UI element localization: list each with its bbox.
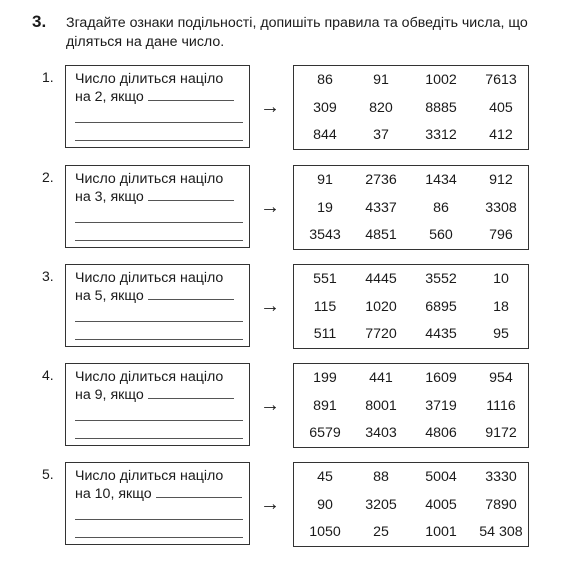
item-number: 1. xyxy=(42,69,54,85)
exercise-item-5 xyxy=(42,462,532,549)
rule-text-line1: Число ділиться націло xyxy=(75,171,224,187)
answer-blank-line[interactable] xyxy=(75,321,243,322)
number-to-circle[interactable]: 3543 xyxy=(309,227,341,243)
item-number: 2. xyxy=(42,169,54,185)
task-instructions: Згадайте ознаки подільності, допишіть правила та обведіть числа, що діляться на дане число. xyxy=(66,15,528,50)
right-arrow-icon: → xyxy=(260,394,280,416)
rule-text-line1: Число ділиться націло xyxy=(75,468,224,484)
number-to-circle[interactable]: 4806 xyxy=(425,425,457,441)
number-to-circle[interactable]: 91 xyxy=(317,172,333,188)
number-to-circle[interactable]: 3308 xyxy=(485,200,517,216)
number-to-circle[interactable]: 4005 xyxy=(425,497,457,513)
answer-blank-line[interactable] xyxy=(75,420,243,421)
number-to-circle[interactable]: 7720 xyxy=(365,326,397,342)
rule-text-line2 xyxy=(75,485,242,503)
number-to-circle[interactable]: 45 xyxy=(317,469,333,485)
answer-blank[interactable] xyxy=(156,487,242,498)
number-to-circle[interactable]: 1050 xyxy=(309,524,341,540)
right-arrow-icon: → xyxy=(260,196,280,218)
number-to-circle[interactable]: 5004 xyxy=(425,469,457,485)
item-number: 3. xyxy=(42,268,54,284)
number-to-circle[interactable]: 405 xyxy=(489,100,513,116)
number-to-circle[interactable]: 511 xyxy=(313,326,337,342)
numbers-box xyxy=(293,65,529,150)
number-to-circle[interactable]: 441 xyxy=(369,370,393,386)
numbers-box xyxy=(293,462,529,547)
number-to-circle[interactable]: 309 xyxy=(313,100,337,116)
answer-blank-line[interactable] xyxy=(75,537,243,538)
exercise-item-1 xyxy=(42,65,532,152)
answer-blank-line[interactable] xyxy=(75,519,243,520)
number-to-circle[interactable]: 1434 xyxy=(425,172,457,188)
number-to-circle[interactable]: 86 xyxy=(317,72,333,88)
rule-box xyxy=(65,264,250,347)
exercise-item-4 xyxy=(42,363,532,450)
number-to-circle[interactable]: 8001 xyxy=(365,398,397,414)
answer-blank[interactable] xyxy=(148,289,234,300)
number-to-circle[interactable]: 2736 xyxy=(365,172,397,188)
rule-text-line2 xyxy=(75,386,234,404)
numbers-box xyxy=(293,264,529,349)
number-to-circle[interactable]: 91 xyxy=(373,72,389,88)
number-to-circle[interactable]: 86 xyxy=(433,200,449,216)
number-to-circle[interactable]: 912 xyxy=(489,172,513,188)
answer-blank[interactable] xyxy=(148,388,234,399)
number-to-circle[interactable]: 3312 xyxy=(425,127,457,143)
rule-box xyxy=(65,363,250,446)
number-to-circle[interactable]: 9172 xyxy=(485,425,517,441)
number-to-circle[interactable]: 10 xyxy=(493,271,509,287)
rule-box xyxy=(65,65,250,148)
rule-text-line2 xyxy=(75,88,234,106)
number-to-circle[interactable]: 551 xyxy=(313,271,337,287)
number-to-circle[interactable]: 115 xyxy=(313,299,337,315)
number-to-circle[interactable]: 4445 xyxy=(365,271,397,287)
rule-condition-label: на 5, якщо xyxy=(75,288,144,304)
exercise-item-2 xyxy=(42,165,532,252)
number-to-circle[interactable]: 954 xyxy=(489,370,513,386)
number-to-circle[interactable]: 1002 xyxy=(425,72,457,88)
task-number: 3. xyxy=(32,12,47,31)
numbers-box xyxy=(293,363,529,448)
number-to-circle[interactable]: 820 xyxy=(369,100,393,116)
number-to-circle[interactable]: 891 xyxy=(313,398,337,414)
number-to-circle[interactable]: 4337 xyxy=(365,200,397,216)
number-to-circle[interactable]: 1020 xyxy=(365,299,397,315)
answer-blank-line[interactable] xyxy=(75,222,243,223)
rule-condition-label: на 10, якщо xyxy=(75,486,152,502)
number-to-circle[interactable]: 37 xyxy=(373,127,389,143)
rule-condition-label: на 9, якщо xyxy=(75,387,144,403)
rule-condition-label: на 3, якщо xyxy=(75,189,144,205)
number-to-circle[interactable]: 1116 xyxy=(486,398,516,414)
number-to-circle[interactable]: 7613 xyxy=(485,72,517,88)
number-to-circle[interactable]: 19 xyxy=(317,200,333,216)
answer-blank-line[interactable] xyxy=(75,122,243,123)
number-to-circle[interactable]: 199 xyxy=(313,370,337,386)
answer-blank-line[interactable] xyxy=(75,140,243,141)
right-arrow-icon: → xyxy=(260,96,280,118)
number-to-circle[interactable]: 844 xyxy=(313,127,337,143)
number-to-circle[interactable]: 1001 xyxy=(425,524,457,540)
number-to-circle[interactable]: 90 xyxy=(317,497,333,513)
rule-text-line1: Число ділиться націло xyxy=(75,369,224,385)
number-to-circle[interactable]: 6579 xyxy=(309,425,341,441)
number-to-circle[interactable]: 8885 xyxy=(425,100,457,116)
item-number: 5. xyxy=(42,466,54,482)
number-to-circle[interactable]: 25 xyxy=(373,524,389,540)
number-to-circle[interactable]: 3719 xyxy=(425,398,457,414)
number-to-circle[interactable]: 6895 xyxy=(425,299,457,315)
number-to-circle[interactable]: 3552 xyxy=(425,271,457,287)
right-arrow-icon: → xyxy=(260,493,280,515)
number-to-circle[interactable]: 95 xyxy=(493,326,509,342)
rule-text-line2 xyxy=(75,188,234,206)
number-to-circle[interactable]: 1609 xyxy=(425,370,457,386)
answer-blank[interactable] xyxy=(148,90,234,101)
number-to-circle[interactable]: 560 xyxy=(429,227,453,243)
number-to-circle[interactable]: 412 xyxy=(489,127,513,143)
number-to-circle[interactable]: 88 xyxy=(373,469,389,485)
answer-blank-line[interactable] xyxy=(75,438,243,439)
number-to-circle[interactable]: 3330 xyxy=(485,469,517,485)
rule-text-line1: Число ділиться націло xyxy=(75,270,224,286)
rule-text-line1: Число ділиться націло xyxy=(75,71,224,87)
number-to-circle[interactable]: 4851 xyxy=(365,227,397,243)
rule-condition-label: на 2, якщо xyxy=(75,89,144,105)
rule-box xyxy=(65,462,250,545)
exercise-item-3 xyxy=(42,264,532,351)
number-to-circle[interactable]: 54 308 xyxy=(479,524,523,540)
number-to-circle[interactable]: 796 xyxy=(489,227,513,243)
numbers-box xyxy=(293,165,529,250)
number-to-circle[interactable]: 4435 xyxy=(425,326,457,342)
item-number: 4. xyxy=(42,367,54,383)
answer-blank-line[interactable] xyxy=(75,339,243,340)
number-to-circle[interactable]: 18 xyxy=(493,299,509,315)
answer-blank[interactable] xyxy=(148,190,234,201)
number-to-circle[interactable]: 7890 xyxy=(485,497,517,513)
number-to-circle[interactable]: 3205 xyxy=(365,497,397,513)
rule-box xyxy=(65,165,250,248)
answer-blank-line[interactable] xyxy=(75,240,243,241)
rule-text-line2 xyxy=(75,287,234,305)
right-arrow-icon: → xyxy=(260,295,280,317)
number-to-circle[interactable]: 3403 xyxy=(365,425,397,441)
